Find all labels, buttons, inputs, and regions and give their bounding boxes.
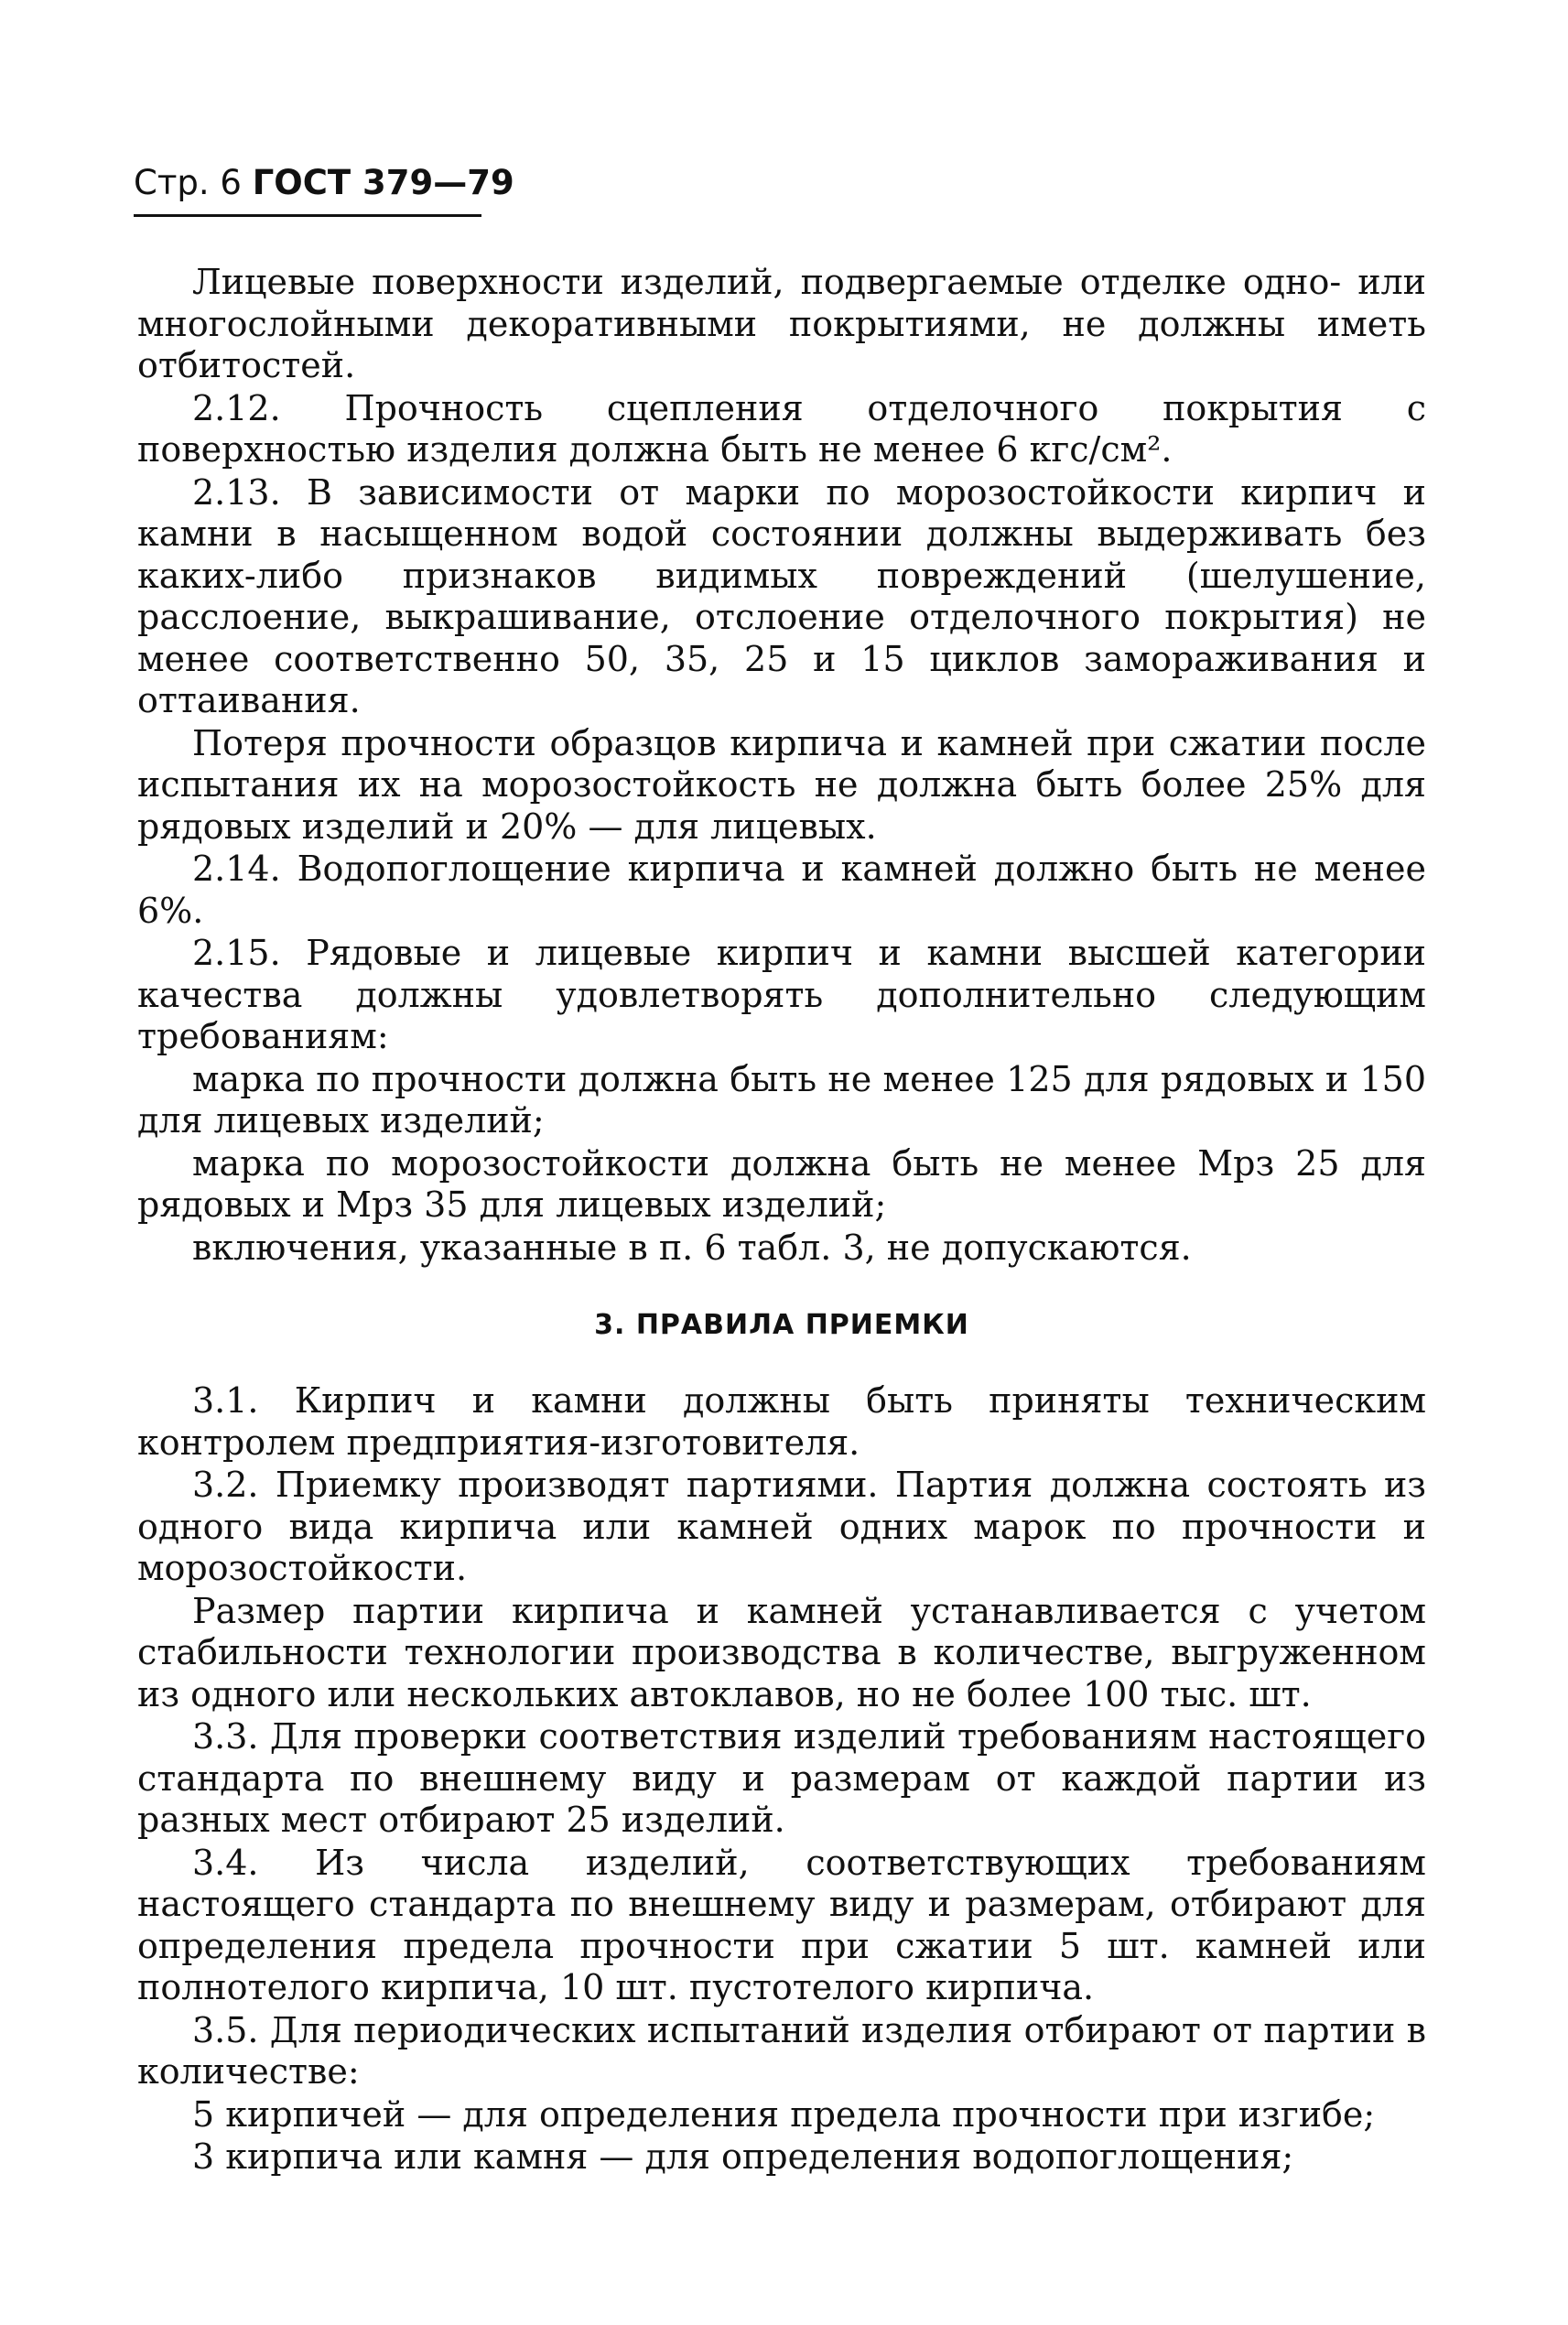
paragraph-2-15: 2.15. Рядовые и лицевые кирпич и камни высшей категории качества должны удовлетворять дополнительно следующим требованиям: (137, 933, 1426, 1056)
paragraph-3-4: 3.4. Из числа изделий, соответствующих требованиям настоящего стандарта по внешнему виду и размерам, отбирают для определения предела прочности при сжатии 5 шт. камней или полнотелого кирпича, 10 шт. пустотелого кирпича. (137, 1842, 1426, 2007)
paragraph-3-3: 3.3. Для проверки соответствия изделий требованиям настоящего стандарта по внешнему виду и размерам от каждой партии из разных мест отбирают 25 изделий. (137, 1716, 1426, 1840)
paragraph-2-12: 2.12. Прочность сцепления отделочного покрытия с поверхностью изделия должна быть не менее 6 кгс/см². (137, 387, 1426, 470)
list-item-strength-grade: марка по прочности должна быть не менее 125 для рядовых и 150 для лицевых изделий; (137, 1058, 1426, 1141)
paragraph-2-13: 2.13. В зависимости от марки по морозостойкости кирпич и камни в насыщенном водой состоянии должны выдерживать без каких-либо признаков видимых повреждений (шелушение, расслоение, выкрашивание, отслоение отделочного покрытия) не менее соответственно 50, 35, 25 и 15 циклов замораживания и оттаивания. (137, 471, 1426, 720)
document-body (137, 262, 1426, 2179)
header-divider (134, 214, 481, 217)
list-item-inclusions: включения, указанные в п. 6 табл. 3, не допускаются. (192, 1227, 1192, 1268)
paragraph-3-1: 3.1. Кирпич и камни должны быть приняты техническим контролем предприятия-изготовителя. (137, 1380, 1426, 1463)
page-header (134, 163, 514, 203)
list-item-water-absorption: 3 кирпича или камня — для определения водопоглощения; (192, 2136, 1294, 2177)
page-number-label: Стр. 6 (134, 163, 242, 202)
paragraph-2-14: 2.14. Водопоглощение кирпича и камней должно быть не менее 6%. (137, 849, 1426, 931)
standard-code: ГОСТ 379—79 (252, 163, 514, 202)
list-item-frost-grade: марка по морозостойкости должна быть не менее Мрз 25 для рядовых и Мрз 35 для лицевых изделий; (137, 1142, 1426, 1225)
paragraph-batch-size: Размер партии кирпича и камней устанавливается с учетом стабильности технологии производства в количестве, выгруженном из одного или нескольких автоклавов, но не более 100 тыс. шт. (137, 1590, 1426, 1714)
section-title-acceptance-rules: 3. ПРАВИЛА ПРИЕМКИ (594, 1309, 969, 1341)
paragraph-3-2: 3.2. Приемку производят партиями. Партия должна состоять из одного вида кирпича или камней одних марок по прочности и морозостойкости. (137, 1465, 1426, 1588)
paragraph-3-5: 3.5. Для периодических испытаний изделия отбирают от партии в количестве: (137, 2009, 1426, 2092)
paragraph-strength-loss: Потеря прочности образцов кирпича и камней при сжатии после испытания их на морозостойкость не должна быть более 25% для рядовых изделий и 20% — для лицевых. (137, 722, 1426, 847)
paragraph-decorative-surfaces: Лицевые поверхности изделий, подвергаемые отделке одно- или многослойными декоративными покрытиями, не должны иметь отбитостей. (137, 262, 1426, 385)
list-item-bending-test: 5 кирпичей — для определения предела прочности при изгибе; (192, 2093, 1376, 2135)
